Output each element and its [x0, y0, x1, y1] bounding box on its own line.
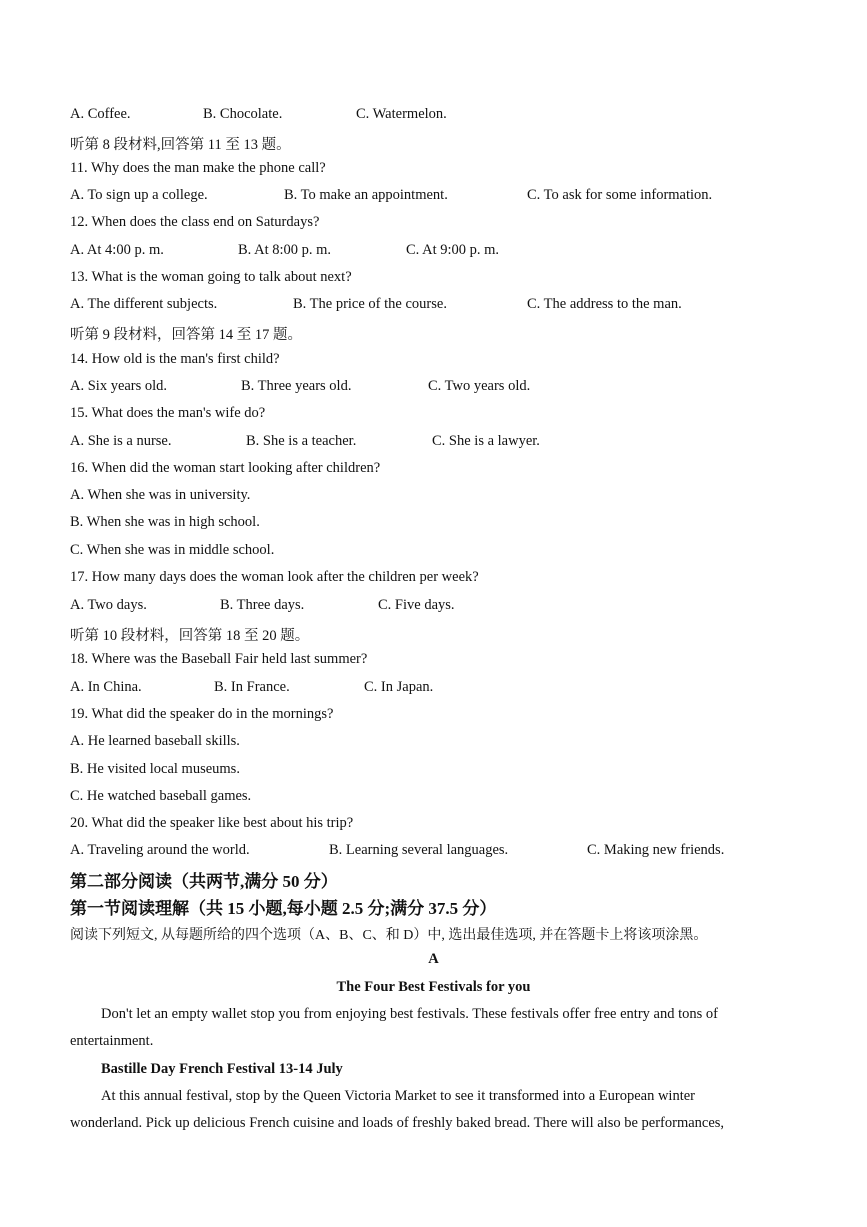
option-b: B. To make an appointment.	[284, 187, 448, 203]
passage-paragraph: Don't let an empty wallet stop you from enjoying best festivals. These festivals offer free entry and tons of	[101, 1006, 718, 1022]
question-stem: 12. When does the class end on Saturdays?	[70, 214, 320, 230]
option-b: B. He visited local museums.	[70, 761, 240, 777]
option-a: A. Two days.	[70, 597, 147, 613]
option-c: C. When she was in middle school.	[70, 542, 275, 558]
reading-instruction: 阅读下列短文, 从每题所给的四个选项（A、B、C、和 D）中, 选出最佳选项, 并在答题卡上将该项涂黑。	[70, 928, 708, 943]
option-a: A. He learned baseball skills.	[70, 733, 240, 749]
option-a: A. She is a nurse.	[70, 433, 172, 449]
option-b: B. The price of the course.	[293, 296, 447, 312]
question-stem: 13. What is the woman going to talk about next?	[70, 269, 352, 285]
option-b: B. Chocolate.	[203, 106, 283, 122]
option-a: A. At 4:00 p. m.	[70, 242, 164, 258]
passage-subheading: Bastille Day French Festival 13-14 July	[101, 1061, 343, 1077]
question-stem: 16. When did the woman start looking after children?	[70, 460, 381, 476]
question-stem: 20. What did the speaker like best about his trip?	[70, 815, 354, 831]
option-a: A. The different subjects.	[70, 296, 218, 312]
option-c: C. He watched baseball games.	[70, 788, 252, 804]
option-a: A. Coffee.	[70, 106, 131, 122]
option-c: C. Five days.	[378, 597, 455, 613]
question-stem: 11. Why does the man make the phone call?	[70, 160, 326, 176]
section-instruction: 听第 10 段材料，回答第 18 至 20 题。	[70, 628, 310, 644]
section-instruction: 听第 9 段材料，回答第 14 至 17 题。	[70, 327, 302, 343]
passage-paragraph: At this annual festival, stop by the Queen Victoria Market to see it transformed into a European winter	[101, 1088, 696, 1104]
option-b: B. She is a teacher.	[246, 433, 357, 449]
passage-title: The Four Best Festivals for you	[336, 979, 531, 995]
option-c: C. Making new friends.	[587, 842, 725, 858]
section-heading: 第一节阅读理解（共 15 小题,每小题 2.5 分;满分 37.5 分）	[70, 899, 497, 918]
option-a: A. When she was in university.	[70, 487, 251, 503]
option-c: C. Two years old.	[428, 378, 531, 394]
option-a: A. Traveling around the world.	[70, 842, 250, 858]
passage-paragraph: entertainment.	[70, 1033, 154, 1049]
option-c: C. She is a lawyer.	[432, 433, 540, 449]
option-a: A. In China.	[70, 679, 142, 695]
option-c: C. To ask for some information.	[527, 187, 713, 203]
option-a: A. To sign up a college.	[70, 187, 208, 203]
option-a: A. Six years old.	[70, 378, 168, 394]
option-c: C. At 9:00 p. m.	[406, 242, 500, 258]
passage-paragraph: wonderland. Pick up delicious French cuisine and loads of freshly baked bread. There will also be performances,	[70, 1115, 725, 1131]
option-b: B. In France.	[214, 679, 290, 695]
question-stem: 14. How old is the man's first child?	[70, 351, 280, 367]
part-heading: 第二部分阅读（共两节,满分 50 分）	[70, 872, 338, 891]
passage-label: A	[428, 951, 439, 967]
question-stem: 15. What does the man's wife do?	[70, 405, 266, 421]
option-c: C. In Japan.	[364, 679, 434, 695]
option-b: B. Three days.	[220, 597, 305, 613]
option-b: B. Three years old.	[241, 378, 352, 394]
option-b: B. Learning several languages.	[329, 842, 509, 858]
option-b: B. At 8:00 p. m.	[238, 242, 332, 258]
option-b: B. When she was in high school.	[70, 514, 260, 530]
option-c: C. Watermelon.	[356, 106, 447, 122]
question-stem: 18. Where was the Baseball Fair held last summer?	[70, 651, 368, 667]
question-stem: 17. How many days does the woman look after the children per week?	[70, 569, 479, 585]
question-stem: 19. What did the speaker do in the mornings?	[70, 706, 334, 722]
section-instruction: 听第 8 段材料,回答第 11 至 13 题。	[70, 137, 291, 153]
option-c: C. The address to the man.	[527, 296, 682, 312]
